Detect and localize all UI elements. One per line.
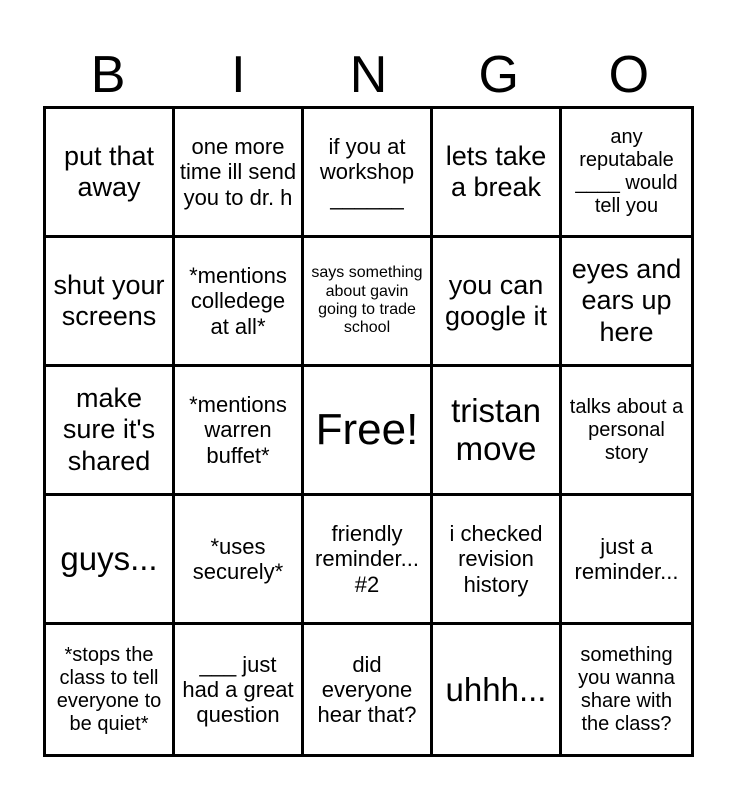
header-letter-n: N (349, 46, 388, 104)
header-letter-g: G (478, 46, 519, 104)
bingo-cell[interactable]: *stops the class to tell everyone to be quiet* (46, 625, 175, 754)
header-letter-i: I (231, 46, 246, 104)
header-letter-b: B (90, 46, 126, 104)
bingo-cell[interactable]: put that away (46, 109, 175, 238)
bingo-cell[interactable]: says something about gavin going to trade school (304, 238, 433, 367)
bingo-cell[interactable]: *mentions colledege at all* (175, 238, 304, 367)
free-space[interactable]: Free! (304, 367, 433, 496)
bingo-cell[interactable]: shut your screens (46, 238, 175, 367)
header-letter-o: O (608, 46, 650, 104)
bingo-cell[interactable]: *uses securely* (175, 496, 304, 625)
bingo-cell[interactable]: talks about a personal story (562, 367, 691, 496)
bingo-cell[interactable]: eyes and ears up here (562, 238, 691, 367)
bingo-cell[interactable]: one more time ill send you to dr. h (175, 109, 304, 238)
bingo-board (43, 106, 694, 757)
bingo-cell[interactable]: tristan move (433, 367, 562, 496)
bingo-cell[interactable]: did everyone hear that? (304, 625, 433, 754)
bingo-cell[interactable]: any reputabale ____ would tell you (562, 109, 691, 238)
bingo-header (43, 45, 694, 105)
bingo-cell[interactable]: friendly reminder... #2 (304, 496, 433, 625)
bingo-cell[interactable]: lets take a break (433, 109, 562, 238)
bingo-cell[interactable]: you can google it (433, 238, 562, 367)
bingo-cell[interactable]: make sure it's shared (46, 367, 175, 496)
bingo-cell[interactable]: *mentions warren buffet* (175, 367, 304, 496)
bingo-cell[interactable]: something you wanna share with the class? (578, 643, 675, 735)
bingo-cell[interactable]: just a reminder... (562, 496, 691, 625)
bingo-cell[interactable]: uhhh... (433, 625, 562, 754)
bingo-cell[interactable]: ___ just had a great question (175, 625, 304, 754)
bingo-cell[interactable]: guys... (46, 496, 175, 625)
bingo-cell[interactable]: if you at workshop ______ (304, 109, 433, 238)
bingo-cell[interactable]: i checked revision history (433, 496, 562, 625)
